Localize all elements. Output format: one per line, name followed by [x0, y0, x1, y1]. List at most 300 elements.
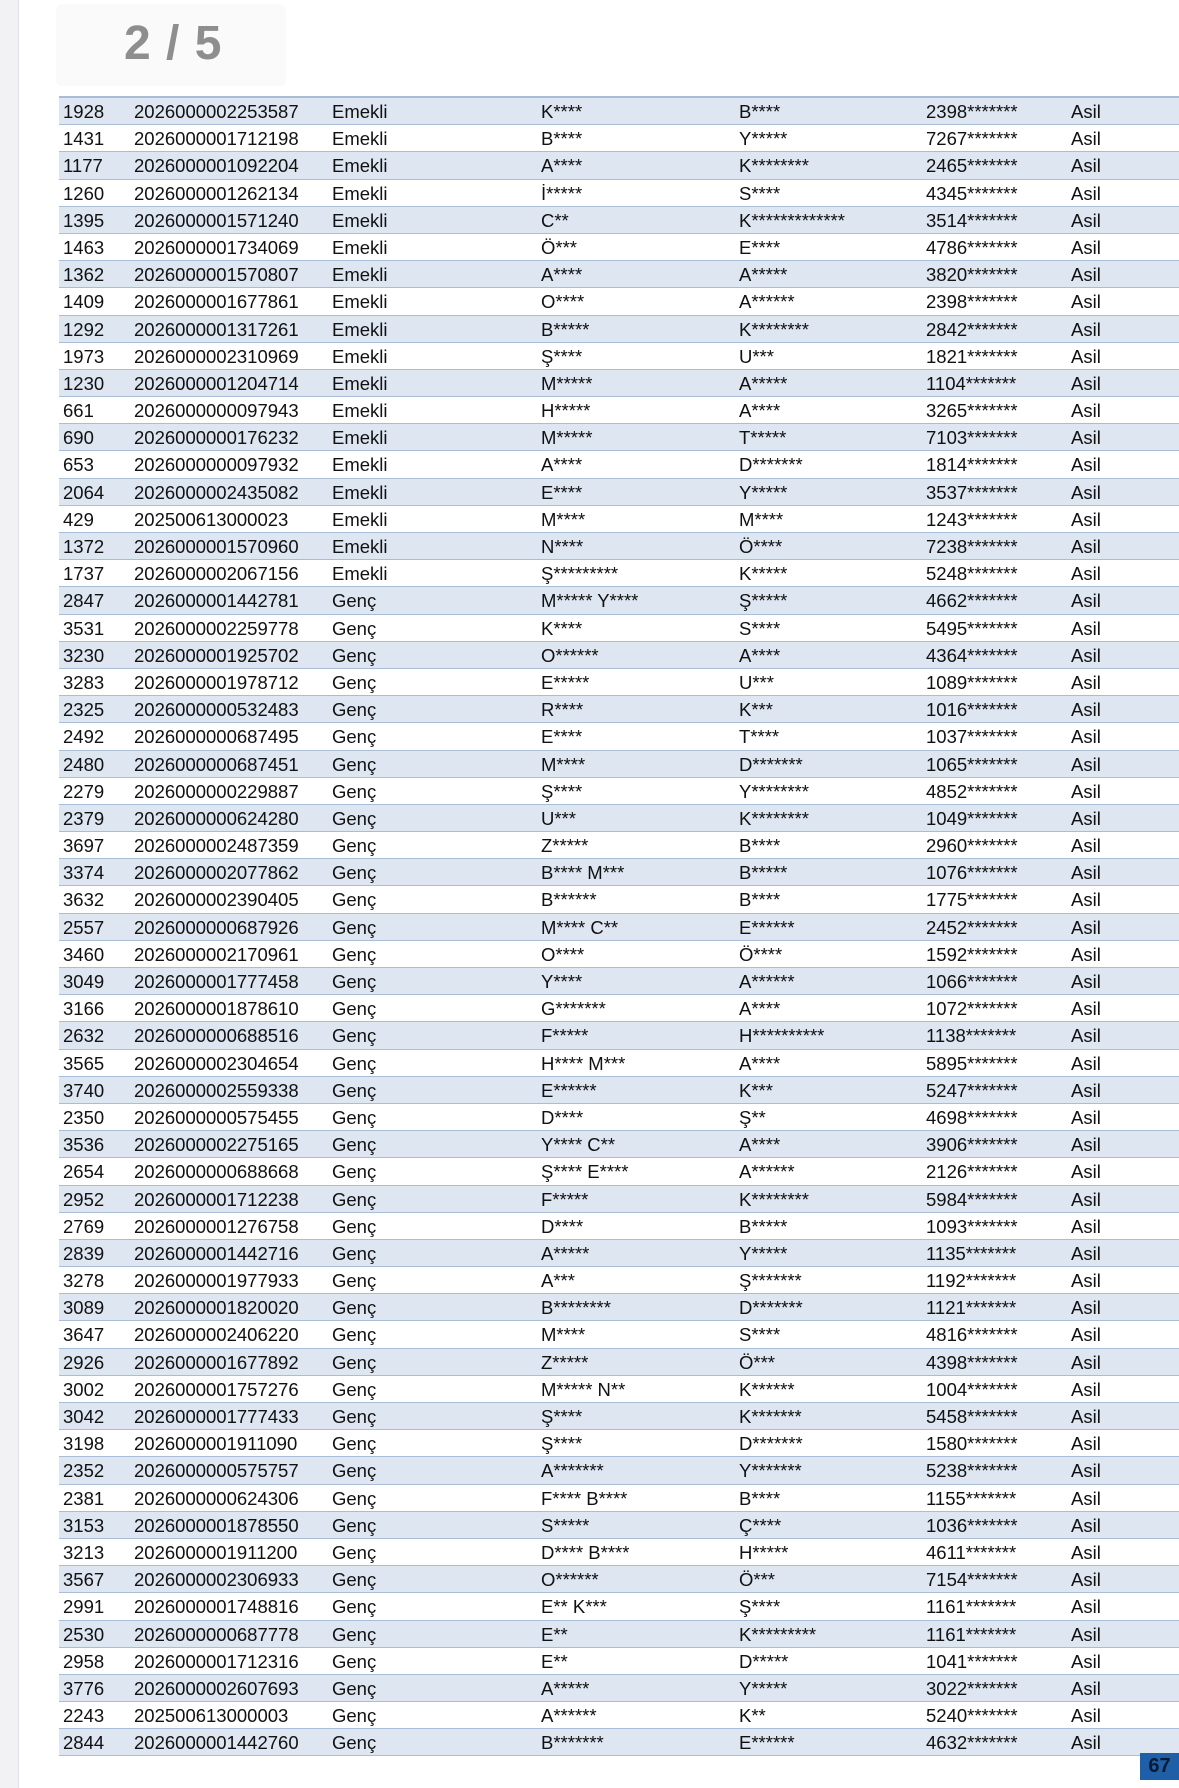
table-row [59, 1457, 1179, 1484]
table-row [59, 152, 1179, 179]
first-name-cell: H**** M*** [541, 1052, 626, 1074]
category-cell: Emekli [332, 536, 388, 557]
last-name-cell: K***** [739, 563, 788, 585]
status-cell: Asil [1071, 1650, 1101, 1672]
last-name-cell: D***** [739, 1650, 789, 1672]
table-row [59, 125, 1179, 152]
application-number-cell: 2026000002304654 [134, 1052, 299, 1074]
last-name-cell: Ö**** [739, 943, 783, 965]
status-cell: Asil [1071, 780, 1101, 802]
category-cell: Genç [332, 753, 377, 775]
category-cell: Genç [332, 1705, 377, 1727]
row-number-cell: 3198 [63, 1433, 105, 1455]
first-name-cell: M**** [541, 508, 586, 530]
table-row [59, 1321, 1179, 1348]
last-name-cell: A**** [739, 1134, 781, 1156]
first-name-cell: F**** B**** [541, 1487, 628, 1509]
status-cell: Asil [1071, 1351, 1101, 1373]
id-number-cell: 4364******* [926, 644, 1018, 666]
category-cell: Emekli [332, 508, 388, 530]
table-row [59, 479, 1179, 506]
status-cell: Asil [1071, 1242, 1101, 1264]
status-cell: Asil [1071, 1025, 1101, 1047]
id-number-cell: 2842******* [926, 318, 1018, 340]
row-number-cell: 3278 [63, 1270, 105, 1292]
status-cell: Asil [1071, 1514, 1101, 1536]
table-row [59, 1621, 1179, 1648]
first-name-cell: B******* [541, 1732, 604, 1754]
category-cell: Emekli [332, 291, 388, 313]
last-name-cell: B**** [739, 835, 781, 857]
id-number-cell: 7103******* [926, 427, 1018, 449]
id-number-cell: 2465******* [926, 155, 1018, 177]
id-number-cell: 4852******* [926, 780, 1018, 802]
last-name-cell: K******** [739, 1188, 809, 1210]
status-cell: Asil [1071, 264, 1101, 286]
first-name-cell: O****** [541, 644, 599, 666]
last-name-cell: A****** [739, 1161, 795, 1183]
first-name-cell: M***** N** [541, 1378, 626, 1400]
category-cell: Genç [332, 1188, 377, 1210]
application-number-cell: 2026000002607693 [134, 1677, 299, 1699]
category-cell: Genç [332, 1351, 377, 1373]
id-number-cell: 1076******* [926, 862, 1018, 884]
status-cell: Asil [1071, 862, 1101, 884]
id-number-cell: 7154******* [926, 1569, 1018, 1591]
status-cell: Asil [1071, 209, 1101, 231]
status-cell: Asil [1071, 345, 1101, 367]
category-cell: Genç [332, 780, 377, 802]
status-cell: Asil [1071, 644, 1101, 666]
id-number-cell: 2398******* [926, 101, 1018, 122]
first-name-cell: Y**** [541, 971, 583, 992]
id-number-cell: 1016******* [926, 699, 1018, 721]
id-number-cell: 7238******* [926, 536, 1018, 557]
page-indicator [56, 4, 286, 86]
last-name-cell: U*** [739, 671, 774, 693]
status-cell: Asil [1071, 1541, 1101, 1563]
category-cell: Genç [332, 1623, 377, 1645]
id-number-cell: 4398******* [926, 1351, 1018, 1373]
application-number-cell: 2026000001317261 [134, 318, 299, 340]
status-cell: Asil [1071, 1732, 1101, 1754]
first-name-cell: B******** [541, 1297, 611, 1319]
row-number-cell: 2769 [63, 1215, 105, 1237]
first-name-cell: A**** [541, 155, 583, 177]
table-row [59, 723, 1179, 750]
table-row [59, 1077, 1179, 1104]
first-name-cell: B***** [541, 318, 590, 340]
status-cell: Asil [1071, 291, 1101, 313]
status-cell: Asil [1071, 671, 1101, 693]
application-number-cell: 2026000000687926 [134, 916, 299, 938]
table-row [59, 1104, 1179, 1131]
id-number-cell: 5495******* [926, 617, 1018, 639]
category-cell: Genç [332, 1025, 377, 1047]
application-number-cell: 2026000001925702 [134, 644, 299, 666]
application-number-cell: 2026000001570807 [134, 264, 299, 286]
last-name-cell: Ç**** [739, 1514, 782, 1536]
category-cell: Genç [332, 617, 377, 639]
category-cell: Genç [332, 1677, 377, 1699]
category-cell: Emekli [332, 345, 388, 367]
row-number-cell: 2325 [63, 699, 105, 721]
category-cell: Genç [332, 971, 377, 992]
category-cell: Genç [332, 998, 377, 1020]
first-name-cell: D**** [541, 1215, 584, 1237]
row-number-cell: 3460 [63, 943, 105, 965]
table-row [59, 1539, 1179, 1566]
status-cell: Asil [1071, 318, 1101, 340]
status-cell: Asil [1071, 1161, 1101, 1183]
table-row [59, 397, 1179, 424]
id-number-cell: 3537******* [926, 481, 1018, 503]
application-number-cell: 2026000002406220 [134, 1324, 299, 1346]
first-name-cell: Ş**** [541, 1406, 583, 1427]
table-row [59, 1186, 1179, 1213]
id-number-cell: 5238******* [926, 1460, 1018, 1482]
application-number-cell: 2026000001677861 [134, 291, 299, 313]
id-number-cell: 1155******* [926, 1487, 1017, 1509]
last-name-cell: B**** [739, 1487, 781, 1509]
table-row [59, 587, 1179, 614]
id-number-cell: 2398******* [926, 291, 1018, 313]
table-row [59, 343, 1179, 370]
status-cell: Asil [1071, 971, 1101, 992]
status-cell: Asil [1071, 889, 1101, 911]
application-number-cell: 2026000001204714 [134, 372, 299, 394]
first-name-cell: Ş**** [541, 780, 583, 802]
last-name-cell: K******** [739, 318, 809, 340]
row-number-cell: 2557 [63, 916, 105, 938]
first-name-cell: Ş********* [541, 563, 619, 585]
application-number-cell: 2026000002077862 [134, 862, 299, 884]
id-number-cell: 4632******* [926, 1732, 1018, 1754]
row-number-cell: 1230 [63, 372, 105, 394]
application-number-cell: 2026000002067156 [134, 563, 299, 585]
status-cell: Asil [1071, 590, 1101, 612]
first-name-cell: Ş**** [541, 1433, 583, 1455]
id-number-cell: 3906******* [926, 1134, 1018, 1156]
last-name-cell: Ö*** [739, 1351, 775, 1373]
row-number-cell: 2839 [63, 1242, 105, 1264]
id-number-cell: 1065******* [926, 753, 1018, 775]
first-name-cell: R**** [541, 699, 584, 721]
table-row [59, 1349, 1179, 1376]
first-name-cell: E** [541, 1650, 568, 1672]
application-number-cell: 2026000001777433 [134, 1406, 299, 1427]
first-name-cell: K**** [541, 617, 583, 639]
row-number-cell: 3776 [63, 1677, 105, 1699]
status-cell: Asil [1071, 1433, 1101, 1455]
row-number-cell: 3632 [63, 889, 105, 911]
last-name-cell: D******* [739, 753, 803, 775]
application-number-cell: 2026000001712198 [134, 128, 299, 150]
first-name-cell: M**** [541, 1324, 586, 1346]
last-name-cell: A***** [739, 264, 788, 286]
application-number-cell: 2026000000687778 [134, 1623, 299, 1645]
application-number-cell: 2026000001911200 [134, 1541, 298, 1563]
row-number-cell: 3740 [63, 1079, 105, 1101]
last-name-cell: K******** [739, 155, 809, 177]
category-cell: Emekli [332, 372, 388, 394]
application-number-cell: 2026000000624280 [134, 807, 299, 829]
category-cell: Genç [332, 1487, 377, 1509]
category-cell: Genç [332, 1433, 377, 1455]
status-cell: Asil [1071, 1134, 1101, 1156]
application-number-cell: 2026000001712316 [134, 1650, 299, 1672]
row-number-cell: 3567 [63, 1569, 105, 1591]
last-name-cell: D******* [739, 454, 803, 476]
category-cell: Emekli [332, 236, 388, 258]
application-number-cell: 2026000002170961 [134, 943, 299, 965]
application-number-cell: 2026000001777458 [134, 971, 299, 992]
category-cell: Emekli [332, 427, 388, 449]
last-name-cell: K********* [739, 1623, 817, 1645]
row-number-cell: 1292 [63, 318, 105, 340]
table-row [59, 642, 1179, 669]
id-number-cell: 1121******* [926, 1297, 1017, 1319]
application-number-cell: 2026000000688668 [134, 1161, 299, 1183]
last-name-cell: K*** [739, 1079, 773, 1101]
status-cell: Asil [1071, 1215, 1101, 1237]
table-row [59, 1022, 1179, 1049]
row-number-cell: 1260 [63, 182, 105, 204]
first-name-cell: A*** [541, 1270, 575, 1292]
table-row [59, 533, 1179, 560]
first-name-cell: E**** [541, 726, 583, 748]
status-cell: Asil [1071, 1487, 1101, 1509]
category-cell: Emekli [332, 264, 388, 286]
application-number-cell: 2026000001276758 [134, 1215, 299, 1237]
id-number-cell: 1004******* [926, 1378, 1018, 1400]
status-cell: Asil [1071, 372, 1101, 394]
application-number-cell: 2026000000532483 [134, 699, 299, 721]
last-name-cell: A**** [739, 400, 781, 422]
row-number-cell: 2279 [63, 780, 105, 802]
application-number-cell: 2026000002435082 [134, 481, 299, 503]
row-number-cell: 2844 [63, 1732, 105, 1754]
table-row [59, 261, 1179, 288]
first-name-cell: U*** [541, 807, 576, 829]
table-row [59, 914, 1179, 941]
row-number-cell: 3089 [63, 1297, 105, 1319]
table-row [59, 968, 1179, 995]
first-name-cell: A******* [541, 1460, 604, 1482]
row-number-cell: 3531 [63, 617, 105, 639]
id-number-cell: 1104******* [926, 372, 1017, 394]
category-cell: Genç [332, 1052, 377, 1074]
status-cell: Asil [1071, 726, 1101, 748]
table-row [59, 615, 1179, 642]
last-name-cell: E**** [739, 236, 781, 258]
application-number-cell: 2026000002259778 [134, 617, 299, 639]
viewer-left-edge [0, 0, 19, 1788]
application-number-cell: 2026000000575455 [134, 1106, 299, 1128]
table-row [59, 1158, 1179, 1185]
row-number-cell: 2926 [63, 1351, 105, 1373]
row-number-cell: 2952 [63, 1188, 105, 1210]
application-number-cell: 2026000000229887 [134, 780, 299, 802]
application-number-cell: 2026000002310969 [134, 345, 299, 367]
category-cell: Emekli [332, 563, 388, 585]
table-row [59, 1376, 1179, 1403]
application-number-cell: 2026000002487359 [134, 835, 299, 857]
category-cell: Emekli [332, 155, 388, 177]
first-name-cell: İ***** [541, 182, 583, 204]
id-number-cell: 1072******* [926, 998, 1018, 1020]
row-number-cell: 3213 [63, 1541, 105, 1563]
last-name-cell: T**** [739, 726, 780, 748]
application-number-cell: 2026000000097932 [134, 454, 299, 476]
id-number-cell: 1814******* [926, 454, 1018, 476]
table-row [59, 207, 1179, 234]
first-name-cell: O****** [541, 1569, 599, 1591]
last-name-cell: H********** [739, 1025, 825, 1047]
table-row [59, 1240, 1179, 1267]
first-name-cell: M**** C** [541, 916, 619, 938]
status-cell: Asil [1071, 943, 1101, 965]
page-number-badge: 67 [1140, 1753, 1179, 1780]
application-number-cell: 2026000001820020 [134, 1297, 299, 1319]
id-number-cell: 4611******* [926, 1541, 1017, 1563]
category-cell: Genç [332, 1106, 377, 1128]
category-cell: Genç [332, 835, 377, 857]
category-cell: Emekli [332, 454, 388, 476]
first-name-cell: K**** [541, 101, 583, 122]
last-name-cell: U*** [739, 345, 774, 367]
id-number-cell: 1243******* [926, 508, 1018, 530]
category-cell: Genç [332, 1297, 377, 1319]
category-cell: Genç [332, 1460, 377, 1482]
table-row [59, 1050, 1179, 1077]
id-number-cell: 1821******* [926, 345, 1018, 367]
first-name-cell: G******* [541, 998, 606, 1020]
id-number-cell: 1049******* [926, 807, 1018, 829]
status-cell: Asil [1071, 617, 1101, 639]
first-name-cell: F***** [541, 1025, 589, 1047]
row-number-cell: 2243 [63, 1705, 105, 1727]
first-name-cell: Z***** [541, 1351, 589, 1373]
last-name-cell: Ş******* [739, 1270, 802, 1292]
last-name-cell: Ö**** [739, 536, 783, 557]
row-number-cell: 3166 [63, 998, 105, 1020]
id-number-cell: 3820******* [926, 264, 1018, 286]
application-number-cell: 2026000001734069 [134, 236, 299, 258]
row-number-cell: 3002 [63, 1378, 105, 1400]
table-row [59, 1702, 1179, 1729]
status-cell: Asil [1071, 101, 1101, 122]
last-name-cell: B***** [739, 862, 788, 884]
category-cell: Genç [332, 862, 377, 884]
application-number-cell: 2026000000687451 [134, 753, 299, 775]
status-cell: Asil [1071, 1623, 1101, 1645]
category-cell: Emekli [332, 209, 388, 231]
id-number-cell: 1161******* [926, 1596, 1017, 1618]
row-number-cell: 690 [63, 427, 94, 449]
first-name-cell: A***** [541, 1677, 590, 1699]
category-cell: Genç [332, 1270, 377, 1292]
last-name-cell: A****** [739, 291, 795, 313]
id-number-cell: 1066******* [926, 971, 1018, 992]
status-cell: Asil [1071, 1188, 1101, 1210]
application-number-cell: 2026000002306933 [134, 1569, 299, 1591]
first-name-cell: N**** [541, 536, 584, 557]
first-name-cell: E**** [541, 481, 583, 503]
first-name-cell: E** [541, 1623, 568, 1645]
first-name-cell: A**** [541, 264, 583, 286]
table-row [59, 1566, 1179, 1593]
table-row [59, 1267, 1179, 1294]
row-number-cell: 1973 [63, 345, 105, 367]
application-number-cell: 2026000001748816 [134, 1596, 299, 1618]
row-number-cell: 3536 [63, 1134, 105, 1156]
row-number-cell: 653 [63, 454, 94, 476]
table-row [59, 424, 1179, 451]
first-name-cell: E** K*** [541, 1596, 607, 1618]
first-name-cell: M***** [541, 372, 593, 394]
last-name-cell: Y***** [739, 128, 788, 150]
application-number-cell: 2026000002275165 [134, 1134, 299, 1156]
first-name-cell: M***** [541, 427, 593, 449]
row-number-cell: 2064 [63, 481, 105, 503]
category-cell: Genç [332, 1406, 377, 1427]
last-name-cell: E****** [739, 916, 795, 938]
row-number-cell: 2381 [63, 1487, 105, 1509]
id-number-cell: 4698******* [926, 1106, 1018, 1128]
status-cell: Asil [1071, 699, 1101, 721]
table-row [59, 506, 1179, 533]
row-number-cell: 2492 [63, 726, 105, 748]
row-number-cell: 2379 [63, 807, 105, 829]
row-number-cell: 3565 [63, 1052, 105, 1074]
status-cell: Asil [1071, 128, 1101, 150]
application-number-cell: 2026000001442760 [134, 1732, 299, 1754]
status-cell: Asil [1071, 1378, 1101, 1400]
table-row [59, 288, 1179, 315]
id-number-cell: 5984******* [926, 1188, 1018, 1210]
id-number-cell: 5458******* [926, 1406, 1018, 1427]
table-row [59, 696, 1179, 723]
first-name-cell: S***** [541, 1514, 590, 1536]
status-cell: Asil [1071, 1106, 1101, 1128]
application-number-cell: 2026000001262134 [134, 182, 299, 204]
application-number-cell: 2026000001677892 [134, 1351, 299, 1373]
last-name-cell: A****** [739, 971, 795, 992]
category-cell: Genç [332, 699, 377, 721]
category-cell: Emekli [332, 318, 388, 340]
category-cell: Genç [332, 1079, 377, 1101]
last-name-cell: A**** [739, 998, 781, 1020]
status-cell: Asil [1071, 1270, 1101, 1292]
id-number-cell: 3022******* [926, 1677, 1018, 1699]
id-number-cell: 3265******* [926, 400, 1018, 422]
last-name-cell: M**** [739, 508, 784, 530]
row-number-cell: 2958 [63, 1650, 105, 1672]
row-number-cell: 2530 [63, 1623, 105, 1645]
first-name-cell: M**** [541, 753, 586, 775]
status-cell: Asil [1071, 563, 1101, 585]
table-row [59, 751, 1179, 778]
category-cell: Genç [332, 1161, 377, 1183]
status-cell: Asil [1071, 1460, 1101, 1482]
category-cell: Emekli [332, 400, 388, 422]
status-cell: Asil [1071, 1596, 1101, 1618]
category-cell: Genç [332, 1215, 377, 1237]
category-cell: Genç [332, 943, 377, 965]
table-row [59, 832, 1179, 859]
table-row [59, 370, 1179, 397]
